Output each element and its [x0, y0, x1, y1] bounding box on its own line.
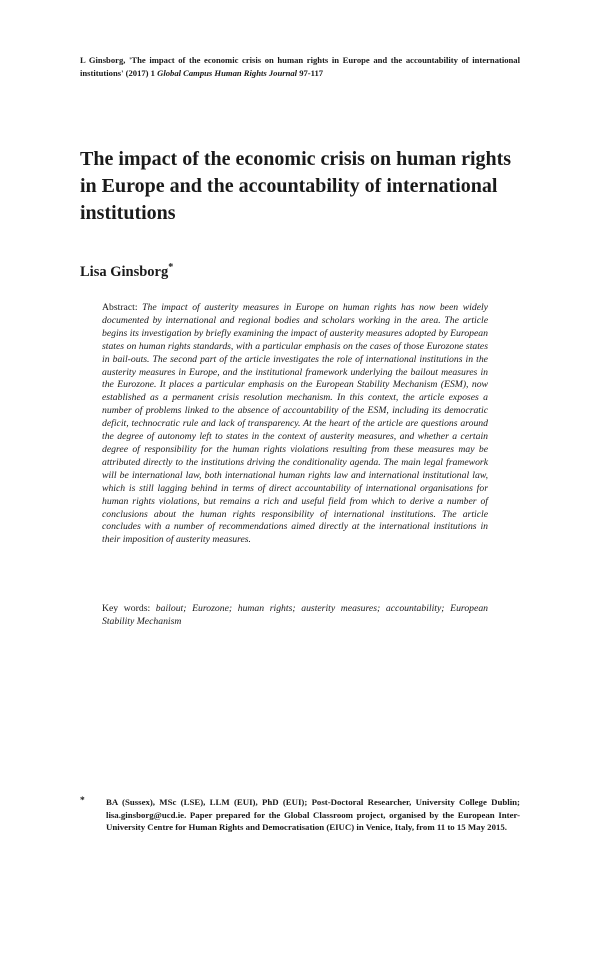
- running-head-pages: 97-117: [297, 68, 324, 78]
- keywords-label: Key words:: [102, 603, 151, 614]
- abstract-paragraph: [102, 302, 488, 547]
- author-footnote-marker: *: [168, 262, 174, 273]
- abstract-body: The impact of austerity measures in Europe on human rights has now been widely documented by international and regional bodies and scholars working in the area. The article begins its investigation by briefly examining the impact of austerity measures adopted by European states on human rights standards, with a particular emphasis on the cases of those Eurozone states in bail-outs. The second part of the article investigates the role of international institutions in the austerity measures in Europe, and the institutional framework underlying the bailout measures in the Eurozone. It places a particular emphasis on the European Stability Mechanism (ESM), now established as a permanent crisis resolution mechanism. In this context, the article exposes a number of problems linked to the absence of accountability of the ESM, including its democratic deficit, technocratic rule and lack of transparency. At the heart of the article are questions around the degree of autonomy left to states in the context of austerity measures, and whether a certain degree of responsibility for the human rights violations resulting from these measures may be attributed directly to the institutions driving the conditionality agenda. The main legal framework will be international law, both international human rights law and international institutional law, which is still lagging behind in terms of direct accountability of international organisations for human rights violations, but remains a rich and useful field from which to derive a number of conclusions about the human rights responsibility of international institutions. The article concludes with a number of recommendations aimed directly at the international institutions in their imposition of austerity measures.: [102, 302, 488, 546]
- author-name-text: Lisa Ginsborg: [80, 263, 169, 280]
- author-name: [80, 262, 173, 281]
- footnote-marker: *: [80, 796, 85, 806]
- keywords-terms: bailout; Eurozone; human rights; austerity measures; accountability; European Stability Mechanism: [102, 603, 489, 627]
- keywords-paragraph: [102, 602, 488, 628]
- running-head-journal: Global Campus Human Rights Journal: [157, 68, 298, 78]
- footnote-text: BA (Sussex), MSc (LSE), LLM (EUI), PhD (EUI); Post-Doctoral Researcher, University College Dublin; lisa.ginsborg@ucd.ie. Paper prepared for the Global Classroom project, organised by the European Inter-University Centre for Human Rights and Democratisation (EIUC) in Venice, Italy, from 11 to 15 May 2015.: [106, 797, 520, 832]
- running-head-citation: [80, 54, 520, 80]
- paper-title: The impact of the economic crisis on human rights in Europe and the accountability of international institutions: [80, 148, 512, 224]
- abstract-label: Abstract:: [102, 302, 138, 313]
- running-head-text: L Ginsborg, 'The impact of the economic crisis on human rights in Europe and the accountability of international institutions' (2017) 1: [80, 55, 520, 78]
